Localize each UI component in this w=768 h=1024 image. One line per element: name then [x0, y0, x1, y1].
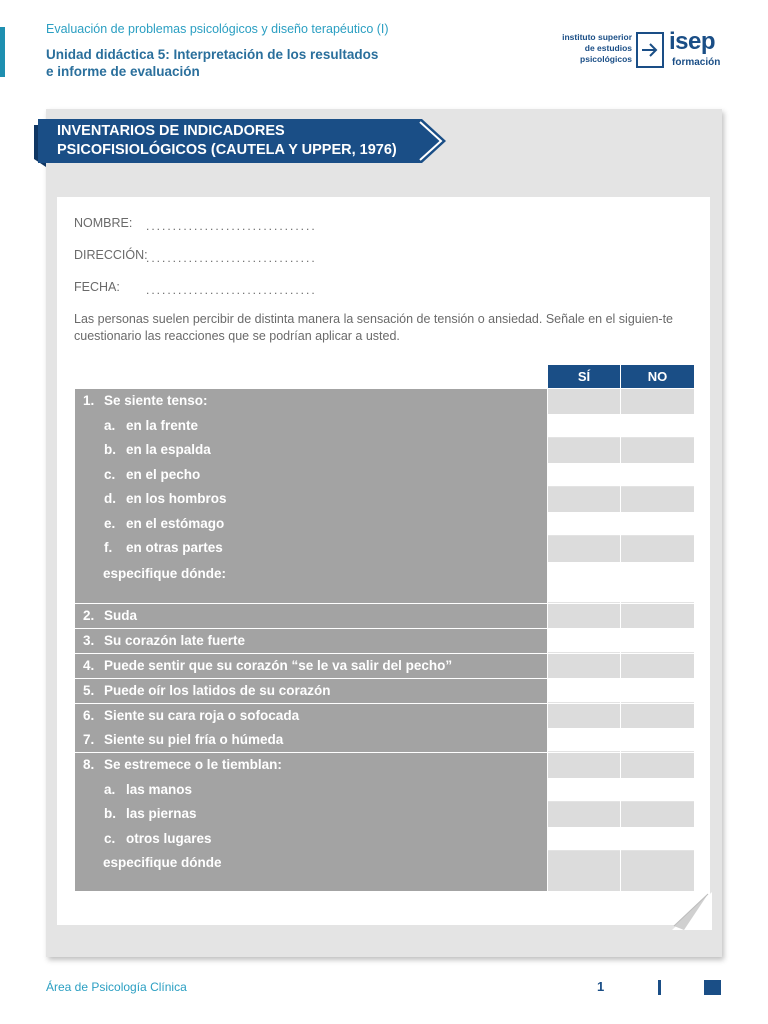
answer-si-cell[interactable]	[548, 512, 620, 536]
question-number: 8.	[83, 757, 95, 772]
question-cell	[75, 414, 547, 438]
question-number: 7.	[83, 732, 95, 747]
question-cell	[75, 654, 547, 678]
question-number: 6.	[83, 708, 95, 723]
answer-no-cell[interactable]	[621, 679, 694, 703]
answer-no-cell[interactable]	[621, 728, 694, 752]
logo-mark-icon	[636, 32, 664, 68]
instructions-text: Las personas suelen percibir de distinta manera la sensación de tensión o ansiedad. Señale en el siguien-te cuestionario las reacciones que se podrían aplicar a usted.	[74, 312, 673, 343]
footer-divider	[658, 980, 661, 995]
answer-no-cell[interactable]	[621, 851, 694, 891]
question-cell	[75, 512, 547, 536]
col-header-si: SÍ	[548, 365, 620, 388]
col-header-no: NO	[621, 365, 694, 388]
table-row	[75, 728, 694, 752]
logo-brand: isep	[669, 28, 716, 55]
logo-institute-text	[552, 32, 632, 65]
question-text: especifique dónde:	[103, 566, 227, 581]
answer-no-cell[interactable]	[621, 414, 694, 438]
answer-si-cell[interactable]	[548, 654, 620, 678]
question-number: c.	[104, 831, 116, 846]
answer-si-cell[interactable]	[548, 562, 620, 603]
answer-no-cell[interactable]	[621, 536, 694, 562]
logo-line1: instituto superior	[562, 32, 632, 42]
table-row	[75, 389, 694, 414]
answer-si-cell[interactable]	[548, 704, 620, 728]
answer-no-cell[interactable]	[621, 802, 694, 827]
table-row	[75, 604, 694, 628]
answer-si-cell[interactable]	[548, 629, 620, 653]
question-text: las manos	[126, 782, 193, 797]
question-number: b.	[104, 806, 116, 821]
accent-bar	[0, 27, 5, 77]
question-cell	[75, 438, 547, 463]
page-curl	[672, 886, 716, 930]
answer-no-cell[interactable]	[621, 629, 694, 653]
question-text: Puede oír los latidos de su corazón	[104, 683, 331, 698]
answer-si-cell[interactable]	[548, 487, 620, 512]
question-text: Se estremece o le tiemblan:	[104, 757, 282, 772]
answer-si-cell[interactable]	[548, 414, 620, 438]
question-cell	[75, 536, 547, 562]
question-number: f.	[104, 540, 113, 555]
question-text: en la frente	[126, 418, 199, 433]
answer-si-cell[interactable]	[548, 536, 620, 562]
answer-si-cell[interactable]	[548, 778, 620, 802]
date-field[interactable]: ................................	[146, 283, 317, 297]
banner-title	[57, 122, 397, 160]
question-number: 2.	[83, 608, 95, 623]
question-text: en el estómago	[126, 516, 225, 531]
question-number: 1.	[83, 393, 95, 408]
answer-no-cell[interactable]	[621, 512, 694, 536]
question-number: 4.	[83, 658, 95, 673]
question-cell	[75, 827, 547, 851]
answer-no-cell[interactable]	[621, 463, 694, 487]
answer-si-cell[interactable]	[548, 679, 620, 703]
unit-title	[46, 46, 378, 80]
question-cell	[75, 562, 547, 603]
answer-si-cell[interactable]	[548, 827, 620, 851]
answer-no-cell[interactable]	[621, 438, 694, 463]
question-number: c.	[104, 467, 116, 482]
question-cell	[75, 679, 547, 703]
question-number: a.	[104, 782, 116, 797]
table-row	[75, 629, 694, 653]
table-row	[75, 679, 694, 703]
logo-line3: psicológicos	[580, 54, 632, 64]
question-number: 5.	[83, 683, 95, 698]
question-cell	[75, 604, 547, 628]
table-row	[75, 512, 694, 536]
table-row	[75, 802, 694, 827]
answer-no-cell[interactable]	[621, 753, 694, 778]
question-cell	[75, 728, 547, 752]
question-text: Siente su cara roja o sofocada	[104, 708, 300, 723]
name-label: NOMBRE:	[74, 216, 133, 230]
date-label: FECHA:	[74, 280, 120, 294]
question-text: en otras partes	[126, 540, 223, 555]
unit-title-line1: Unidad didáctica 5: Interpretación de los resultados	[46, 47, 379, 62]
answer-no-cell[interactable]	[621, 654, 694, 678]
answer-si-cell[interactable]	[548, 463, 620, 487]
logo-line2: de estudios	[584, 43, 632, 53]
answer-si-cell[interactable]	[548, 851, 620, 891]
answer-no-cell[interactable]	[621, 487, 694, 512]
question-text: otros lugares	[126, 831, 212, 846]
table-row	[75, 463, 694, 487]
question-number: a.	[104, 418, 116, 433]
table-row	[75, 851, 694, 891]
question-number: d.	[104, 491, 116, 506]
answer-si-cell[interactable]	[548, 802, 620, 827]
question-text: las piernas	[126, 806, 197, 821]
question-cell	[75, 778, 547, 802]
question-cell	[75, 753, 547, 778]
question-text: Se siente tenso:	[104, 393, 208, 408]
address-field[interactable]: ................................	[146, 251, 317, 265]
question-number: b.	[104, 442, 116, 457]
question-cell	[75, 463, 547, 487]
footer-area: Área de Psicología Clínica	[46, 980, 187, 994]
section-banner	[34, 119, 446, 167]
question-cell	[75, 389, 547, 414]
isep-logo	[552, 30, 727, 72]
table-row	[75, 487, 694, 512]
table-row	[75, 753, 694, 778]
question-text: Su corazón late fuerte	[104, 633, 246, 648]
answer-no-cell[interactable]	[621, 778, 694, 802]
answer-no-cell[interactable]	[621, 604, 694, 628]
address-label: DIRECCIÓN:	[74, 248, 148, 262]
answer-si-cell[interactable]	[548, 389, 620, 414]
answer-no-cell[interactable]	[621, 704, 694, 728]
name-field[interactable]: ................................	[146, 219, 317, 233]
answer-no-cell[interactable]	[621, 827, 694, 851]
course-subtitle: Evaluación de problemas psicológicos y diseño terapéutico (I)	[46, 22, 389, 36]
question-cell	[75, 851, 547, 891]
question-cell	[75, 629, 547, 653]
table-row	[75, 827, 694, 851]
question-text: especifique dónde	[103, 855, 222, 870]
question-number: 3.	[83, 633, 95, 648]
table-row	[75, 704, 694, 728]
table-row	[75, 654, 694, 678]
banner-line2: PSICOFISIOLÓGICOS (CAUTELA Y UPPER, 1976)	[57, 142, 397, 158]
table-row	[75, 438, 694, 463]
table-row	[75, 536, 694, 562]
question-text: en los hombros	[126, 491, 227, 506]
page-number: 1	[597, 979, 605, 994]
question-text: Siente su piel fría o húmeda	[104, 732, 284, 747]
question-text: Suda	[104, 608, 138, 623]
answer-no-cell[interactable]	[621, 562, 694, 603]
answer-si-cell[interactable]	[548, 728, 620, 752]
table-row	[75, 414, 694, 438]
table-row	[75, 562, 694, 603]
question-text: en la espalda	[126, 442, 211, 457]
answer-si-cell[interactable]	[548, 438, 620, 463]
question-cell	[75, 802, 547, 827]
question-cell	[75, 487, 547, 512]
question-cell	[75, 704, 547, 728]
banner-line1: INVENTARIOS DE INDICADORES	[57, 123, 285, 139]
logo-sub: formación	[672, 57, 721, 68]
answer-no-cell[interactable]	[621, 389, 694, 414]
unit-title-line2: e informe de evaluación	[46, 64, 200, 79]
question-number: e.	[104, 516, 116, 531]
answer-si-cell[interactable]	[548, 604, 620, 628]
footer-square	[704, 980, 721, 995]
table-row	[75, 778, 694, 802]
question-text: en el pecho	[126, 467, 201, 482]
question-text: Puede sentir que su corazón “se le va salir del pecho”	[104, 658, 453, 673]
answer-si-cell[interactable]	[548, 753, 620, 778]
